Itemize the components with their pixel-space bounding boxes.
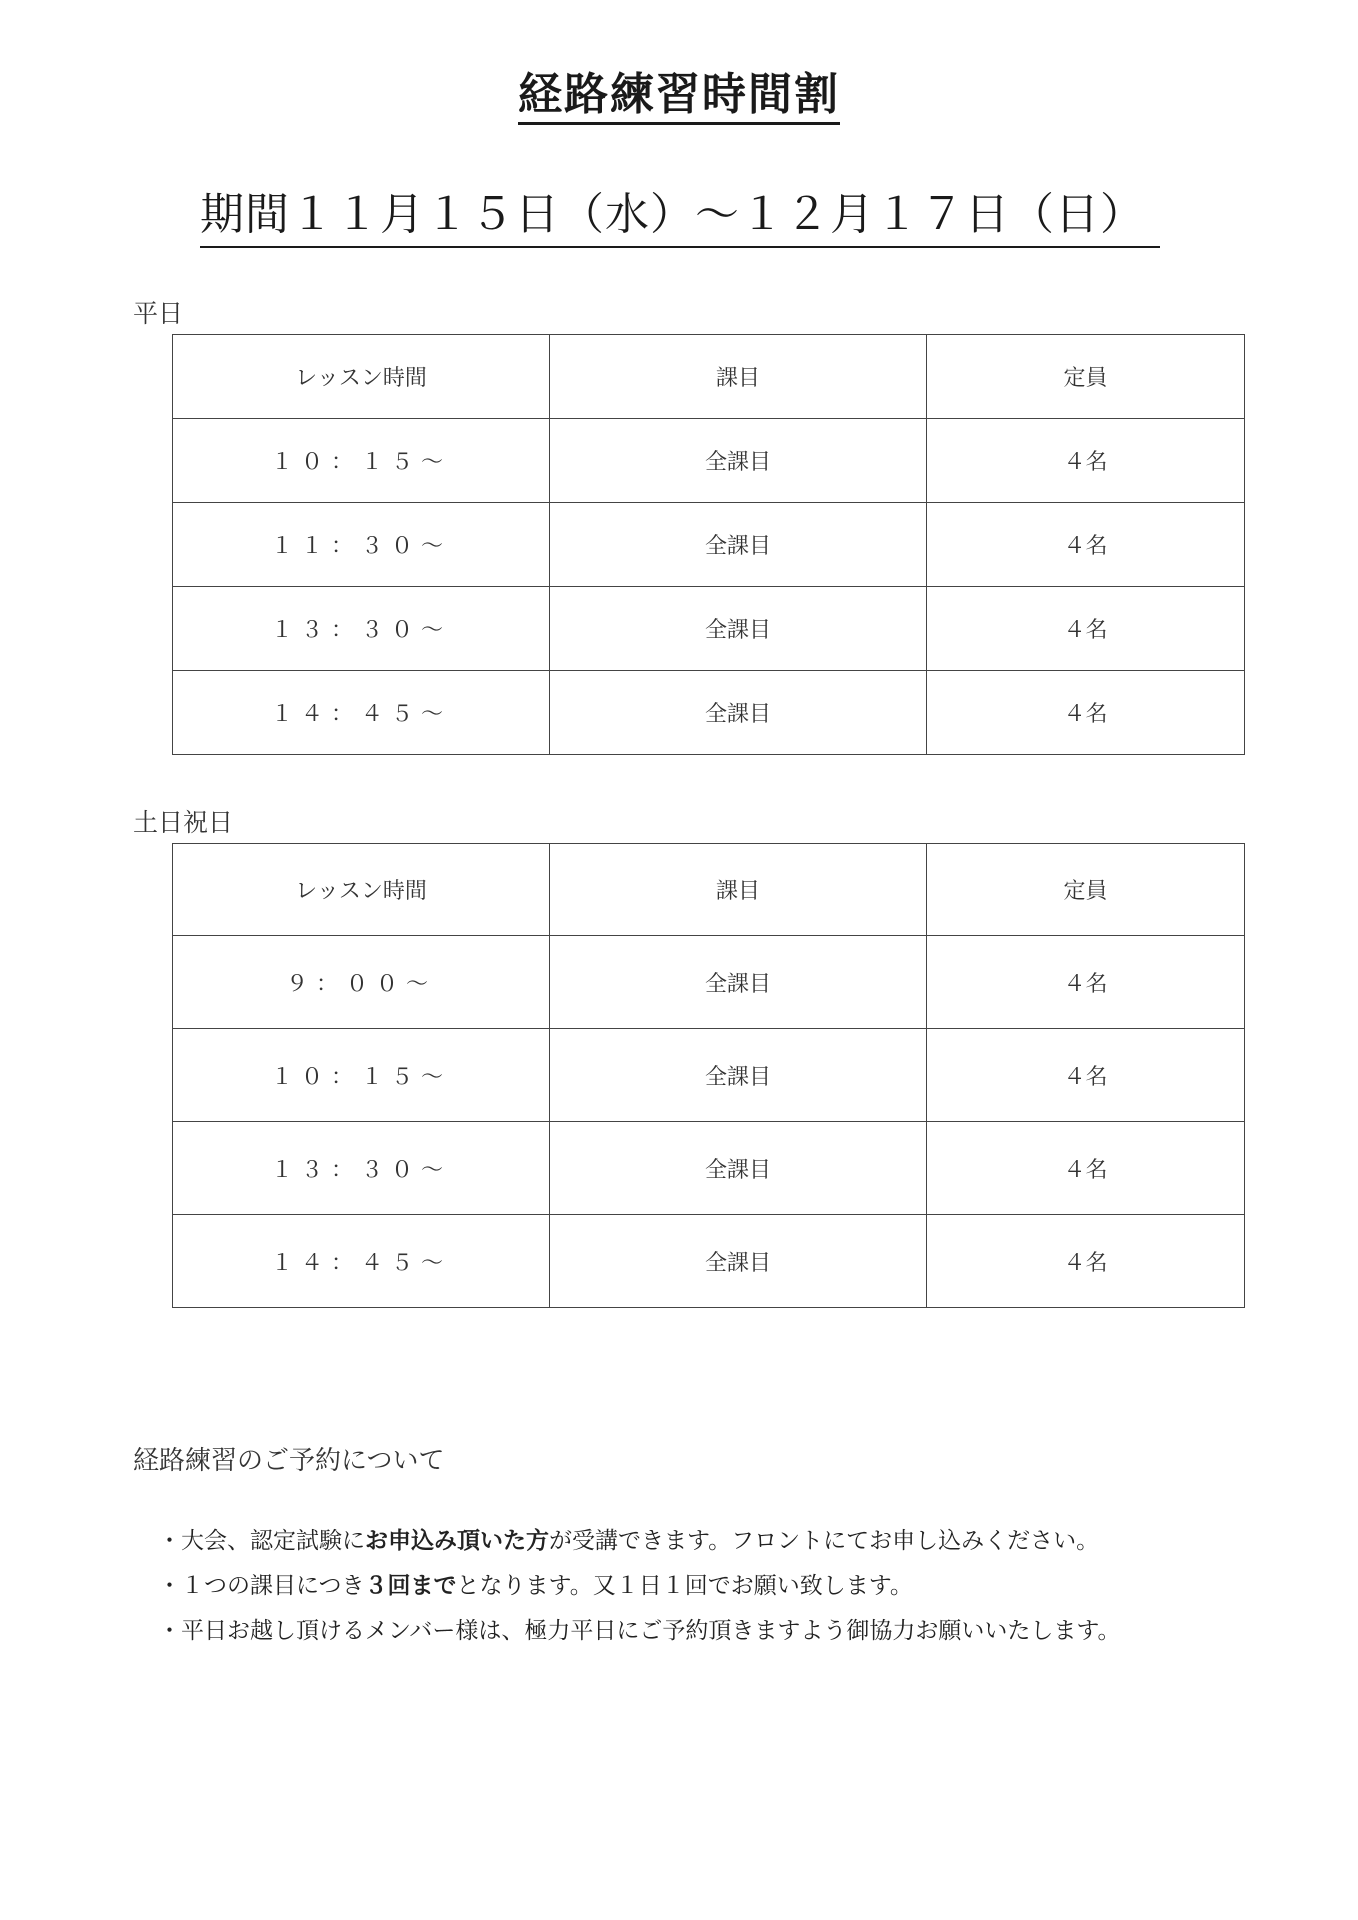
weekday-schedule-table xyxy=(172,334,1245,755)
page-title: 経路練習時間割 xyxy=(0,58,1358,122)
table-row xyxy=(173,1029,1245,1122)
lesson-time: １３：３０～ xyxy=(173,587,550,671)
subject: 全課目 xyxy=(550,503,927,587)
list-item: ・平日お越し頂けるメンバー様は、極力平日にご予約頂きますよう御協力お願いいたします。 xyxy=(158,1618,1121,1644)
list-item: ・１つの課目につき３回までとなります。又１日１回でお願い致します。 xyxy=(158,1573,913,1599)
subject: 全課目 xyxy=(550,419,927,503)
header-capacity: 定員 xyxy=(927,335,1245,419)
period-heading: 期間１１月１５日（水）～１２月１７日（日） xyxy=(200,178,1160,248)
lesson-time: １１：３０～ xyxy=(173,503,550,587)
header-subject: 課目 xyxy=(550,335,927,419)
table-row xyxy=(173,1215,1245,1308)
weekday-label: 平日 xyxy=(133,299,184,328)
header-lesson-time: レッスン時間 xyxy=(173,335,550,419)
holiday-label: 土日祝日 xyxy=(133,808,234,837)
subject: 全課目 xyxy=(550,671,927,755)
table-row xyxy=(173,419,1245,503)
capacity: ４名 xyxy=(927,936,1245,1029)
subject: 全課目 xyxy=(550,936,927,1029)
capacity: ４名 xyxy=(927,671,1245,755)
lesson-time: １４：４５～ xyxy=(173,1215,550,1308)
header-subject: 課目 xyxy=(550,844,927,936)
table-header-row xyxy=(173,844,1245,936)
table-row xyxy=(173,503,1245,587)
lesson-time: １３：３０～ xyxy=(173,1122,550,1215)
header-capacity: 定員 xyxy=(927,844,1245,936)
notes-list xyxy=(158,1522,1258,1657)
table-header-row xyxy=(173,335,1245,419)
capacity: ４名 xyxy=(927,1215,1245,1308)
table-row xyxy=(173,1122,1245,1215)
subject: 全課目 xyxy=(550,1122,927,1215)
capacity: ４名 xyxy=(927,419,1245,503)
capacity: ４名 xyxy=(927,503,1245,587)
holiday-schedule-table xyxy=(172,843,1245,1308)
lesson-time: １４：４５～ xyxy=(173,671,550,755)
subject: 全課目 xyxy=(550,1029,927,1122)
capacity: ４名 xyxy=(927,1122,1245,1215)
lesson-time: １０：１５～ xyxy=(173,1029,550,1122)
lesson-time: １０：１５～ xyxy=(173,419,550,503)
table-row xyxy=(173,936,1245,1029)
table-row xyxy=(173,587,1245,671)
table-row xyxy=(173,671,1245,755)
notes-title: 経路練習のご予約について xyxy=(133,1446,445,1476)
subject: 全課目 xyxy=(550,1215,927,1308)
list-item: ・大会、認定試験にお申込み頂いた方が受講できます。フロントにてお申し込みください。 xyxy=(158,1528,1100,1554)
header-lesson-time: レッスン時間 xyxy=(173,844,550,936)
lesson-time: ９：００～ xyxy=(173,936,550,1029)
subject: 全課目 xyxy=(550,587,927,671)
capacity: ４名 xyxy=(927,587,1245,671)
capacity: ４名 xyxy=(927,1029,1245,1122)
